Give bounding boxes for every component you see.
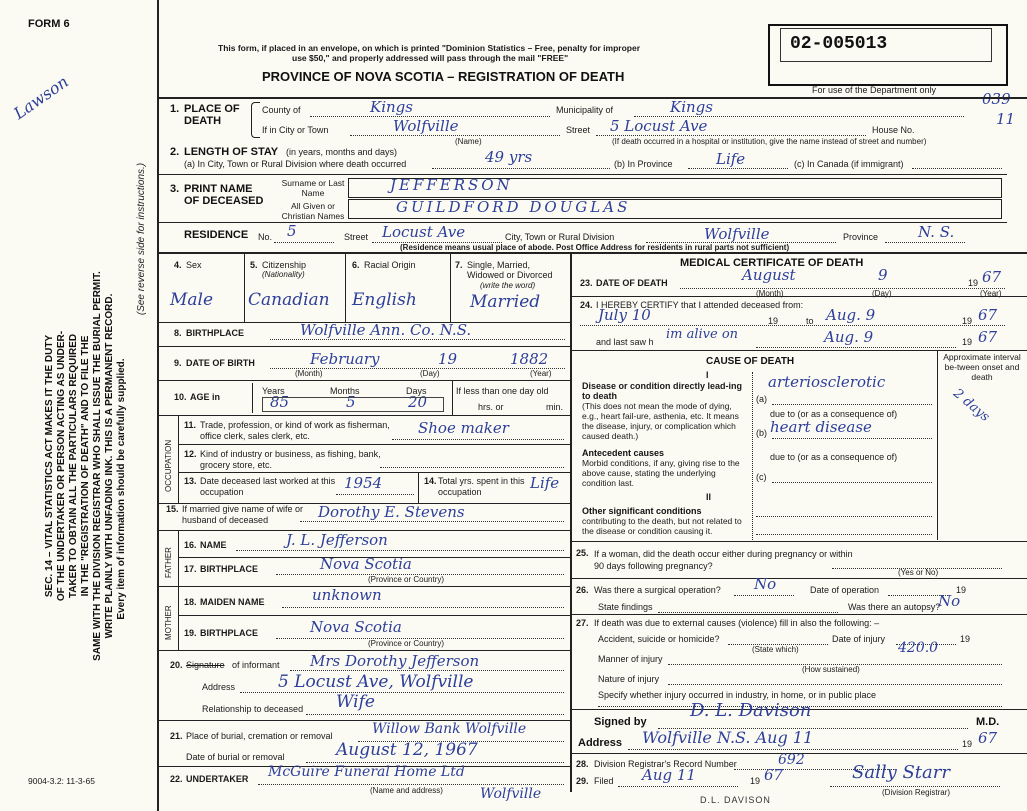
side-supply-note [111,189,129,789]
relationship-label: Relationship to deceased [202,704,304,714]
trade-value: Shoe maker [418,419,509,437]
burial-date-label: Date of burial or removal [186,752,285,762]
burial-place-value: Willow Bank Wolfville [372,721,527,737]
date-op-label: Date of operation [810,585,880,595]
autopsy-value: No [938,592,961,610]
side-line-2: OF THE UNDERTAKER OR PERSON ACTING AS UNDER- [56,330,67,602]
state-findings-label: State findings [598,602,653,612]
item-28-num: 28. [576,759,589,769]
manner-label: Manner of injury [598,654,663,664]
death-year-prefix: 19 [968,278,979,288]
months-label: Months [330,386,360,396]
section-i: I [706,370,709,380]
citizenship-value: Canadian [248,290,330,310]
form-code: 9004-3.2: 11-3-65 [28,776,95,786]
reg-no-value: 692 [778,752,805,768]
state-which-caption: (State which) [752,645,799,654]
father-name-label: NAME [200,540,227,550]
item-24-num: 24. [580,300,593,310]
occupation-side-label: OCCUPATION [164,439,173,492]
cause-c-label: (c) [756,472,767,482]
disease-label: Disease or condition directly lead-ing to death [582,381,743,401]
sex-label: Sex [186,260,202,270]
item-8-num: 8. [174,328,182,338]
origin-label: Racial Origin [364,260,416,270]
origin-value: English [352,290,417,310]
print-name-label: PRINT NAME OF DECEASED [184,183,264,207]
county-label: County of [262,105,301,115]
stay-city-label: (a) In City, Town or Rural Division where death occurred [184,159,407,169]
father-birthplace-value: Nova Scotia [320,555,412,573]
from-year-prefix: 19 [768,316,779,326]
due-to-label-2: due to (or as a consequence of) [770,452,898,462]
item-21-num: 21. [170,731,183,741]
years-label: Years [262,386,285,396]
certify-label: I HEREBY CERTIFY that I attended deceased from: [596,300,804,310]
death-year: 67 [982,268,1002,286]
side-reverse-note [131,79,149,399]
last-saw-label: and last saw h [596,337,654,347]
interval-label: Approximate interval be-tween onset and death [943,352,1021,382]
father-side-label: FATHER [164,547,173,578]
code-note: 420.0 [898,640,939,656]
marital-label: Single, Married, Widowed or Divorced [467,260,553,280]
death-month-caption: (Month) [756,289,784,298]
item-13-num: 13. [184,476,197,486]
physician-stamp: D.L. DAVISON [700,795,771,805]
last-worked-value: 1954 [344,474,383,492]
item-6-num: 6. [352,260,360,270]
specify-label: Specify whether injury occurred in industry, in home, or in public place [598,690,876,700]
item-17-num: 17. [184,564,197,574]
age-label: AGE in [190,392,221,402]
item-23-num: 23. [580,278,593,288]
cause-a-label: (a) [756,394,767,404]
date-injury-label: Date of injury [832,634,886,644]
signature-struck: Signature [186,660,225,670]
days-value: 20 [408,393,428,411]
last-worked-label: Date deceased last worked at this occupation [200,476,336,497]
item-15-num: 15. [166,504,179,514]
registrar-signature: Sally Starr [852,762,950,783]
dob-day-caption: (Day) [420,369,440,378]
surname-value: JEFFERSON [390,176,513,194]
mother-birthplace-value: Nova Scotia [310,618,402,636]
mail-notice-1: This form, if placed in an envelope, on which is printed "Dominion Statistics – Free, penalty for improper [218,43,641,53]
father-prov-caption: (Province or Country) [368,575,445,584]
cause-a-value: arteriosclerotic [768,373,886,391]
wife-value: Dorothy E. Stevens [318,503,465,521]
item-19-num: 19. [184,628,197,638]
registration-number: 02-005013 [790,34,888,54]
death-month: August [742,266,796,284]
mother-maiden-label: MAIDEN NAME [200,597,265,607]
item-5-num: 5. [250,260,258,270]
side-line-8: (See reverse side for instructions.) [136,162,147,316]
place-of-death-label: PLACE OF DEATH [184,103,240,127]
dept-code-1: 039 [982,90,1011,108]
burial-place-label: Place of burial, cremation or removal [186,731,333,741]
last-saw-year: 67 [978,328,998,346]
informant-label: of informant [232,660,280,670]
marital-sub: (write the word) [480,281,536,290]
stay-units: (in years, months and days) [286,147,398,157]
item-14-num: 14. [424,476,437,486]
res-no-value: 5 [287,222,297,240]
cause-title: CAUSE OF DEATH [706,356,795,367]
death-day: 9 [878,266,888,284]
res-no-label: No. [258,232,273,242]
side-line-7: Every item of information should be carefully supplied. [116,358,127,620]
form-number: FORM 6 [28,18,70,30]
attended-to-year: 67 [978,306,998,324]
attended-from: July 10 [598,306,651,324]
last-saw-date: Aug. 9 [824,328,874,346]
attended-to: Aug. 9 [826,306,876,324]
surgical-value: No [754,575,777,593]
father-name-value: J. L. Jefferson [286,531,388,549]
hospital-note: (If death occurred in a hospital or institution, give the name instead of street and number) [612,137,927,146]
mother-side-label: MOTHER [164,605,173,640]
informant-name: Mrs Dorothy Jefferson [310,652,480,670]
mother-birthplace-label: BIRTHPLACE [200,628,258,638]
item-1-num: 1. [170,103,180,115]
birthplace-label: BIRTHPLACE [186,328,244,338]
side-line-1: SEC. 14 – VITAL STATISTICS ACT MAKES IT THE DUTY [44,334,55,598]
citizenship-sub: (Nationality) [262,270,305,279]
citizenship-label: Citizenship [262,260,307,270]
md-label: M.D. [976,716,1000,728]
dob-day: 19 [438,350,458,368]
stay-city-value: 49 yrs [485,148,533,166]
disease-note: (This does not mean the mode of dying, e.g., heart fail-ure, asthenia, etc. It means the disease, injury, or complication which caused death.) [582,401,739,441]
other-conditions-label: Other significant conditions [582,506,702,516]
woman-label: If a woman, did the death occur either during pregnancy or within 90 days following pregnancy? [594,549,853,571]
dept-use-label: For use of the Department only [812,85,937,95]
informant-address-label: Address [202,682,236,692]
municipality-value: Kings [670,98,713,116]
dob-month: February [310,350,380,368]
side-line-4: IN THE "REGISTRATION OF DEATH" AND TO FILE THE [80,335,91,597]
interval-a-value: 2 days [950,386,993,425]
item-3-num: 3. [170,183,180,195]
death-day-caption: (Day) [872,289,892,298]
filed-year-prefix: 19 [750,776,761,786]
date-of-death-label: DATE OF DEATH [596,278,668,288]
days-label: Days [406,386,427,396]
undertaker-name: McGuire Funeral Home Ltd [268,764,465,780]
mother-maiden-value: unknown [312,586,382,604]
informant-address: 5 Locust Ave, Wolfville [278,672,474,692]
trade-label: Trade, profession, or kind of work as fisherman, office clerk, sales clerk, etc. [200,420,390,441]
how-sustained-caption: (How sustained) [802,665,860,674]
item-11-num: 11. [184,420,197,430]
burial-date-value: August 12, 1967 [336,740,478,760]
side-line-6: WRITE PLAINLY WITH UNFADING INK. THIS IS A PERMANENT RECORD. [104,293,115,639]
external-label: If death was due to external causes (violence) fill in also the following: – [594,618,880,628]
filed-year: 67 [764,766,784,784]
birthplace-value: Wolfville Ann. Co. N.S. [300,321,472,339]
signed-by-value: D. L. Davison [690,700,812,721]
antecedent-note: Morbid conditions, if any, giving rise to the above cause, stating the underlying condition last. [582,458,740,488]
signer-year-prefix: 19 [962,739,973,749]
residence-note: (Residence means usual place of abode. Post Office Address for residents in rural parts not sufficient) [400,243,790,252]
item-2-num: 2. [170,146,180,158]
street-value: 5 Locust Ave [610,117,708,135]
last-saw-year-prefix: 19 [962,337,973,347]
section-ii: II [706,492,712,502]
item-12-num: 12. [184,449,197,459]
item-27-num: 27. [576,618,589,628]
signer-year: 67 [978,729,998,747]
death-year-caption: (Year) [980,289,1002,298]
months-value: 5 [346,393,356,411]
years-value: 85 [270,393,290,411]
other-conditions-note: contributing to the death, but not related to the disease or condition causing it. [582,516,742,536]
autopsy-label: Was there an autopsy? [848,602,941,612]
surgical-label: Was there a surgical operation? [594,585,721,595]
given-value: GUILDFORD DOUGLAS [396,198,631,216]
item-25-num: 25. [576,548,589,558]
dob-year-caption: (Year) [530,369,552,378]
dept-code-2: 11 [996,110,1016,128]
item-4-num: 4. [174,260,182,270]
min-label: min. [546,402,564,412]
residence-label: RESIDENCE [184,229,249,241]
item-29-num: 29. [576,776,589,786]
nature-label: Nature of injury [598,674,660,684]
res-street-value: Locust Ave [382,223,466,241]
wife-label: If married give name of wife or husband of deceased [182,504,304,525]
dob-year: 1882 [510,350,549,368]
item-7-num: 7. [455,260,463,270]
city-value: Wolfville [393,117,459,135]
item-22-num: 22. [170,774,183,784]
mother-prov-caption: (Province or Country) [368,639,445,648]
undertaker-town: Wolfville [480,786,542,802]
industry-label: Kind of industry or business, as fishing, bank, grocery store, etc. [200,449,381,470]
item-20-num: 20. [170,660,183,670]
filed-label: Filed [594,776,614,786]
filed-value: Aug 11 [642,766,696,784]
side-instructions [44,186,116,746]
page-title: PROVINCE OF NOVA SCOTIA – REGISTRATION OF DEATH [262,69,625,84]
mail-notice-2: use $50," and properly addressed will pass through the mail "FREE" [292,53,569,63]
undertaker-label: UNDERTAKER [186,774,249,784]
name-caption: (Name) [455,137,482,146]
marital-value: Married [470,292,541,312]
last-saw-value: im alive on [666,327,739,342]
father-birthplace-label: BIRTHPLACE [200,564,258,574]
cause-b-label: (b) [756,428,767,438]
total-years-label: Total yrs. spent in this occupation [438,476,525,497]
less-day-label: If less than one day old [456,386,549,396]
margin-note: Lawson [10,71,72,124]
to-label: to [806,316,814,326]
antecedent-label: Antecedent causes [582,448,665,458]
item-10-num: 10. [174,392,187,402]
relationship-value: Wife [336,692,375,712]
street-label: Street [566,125,591,135]
total-years-value: Life [530,474,560,492]
sex-value: Male [170,290,214,310]
res-province-value: N. S. [918,223,955,241]
accident-label: Accident, suicide or homicide? [598,634,720,644]
stay-canada-label: (c) In Canada (if immigrant) [794,159,904,169]
cause-a2-value: heart disease [770,418,872,436]
signer-address-label: Address [578,737,623,749]
item-18-num: 18. [184,597,197,607]
hrs-label: hrs. or [478,402,504,412]
res-city-label: City, Town or Rural Division [505,232,615,242]
house-no-label: House No. [872,125,915,135]
res-street-label: Street [344,232,369,242]
signed-by-label: Signed by [594,716,647,728]
county-value: Kings [370,98,413,116]
medical-title: MEDICAL CERTIFICATE OF DEATH [680,257,864,269]
op-year-prefix: 19 [956,585,967,595]
surname-label: Surname or Last Name [281,178,345,198]
item-9-num: 9. [174,358,182,368]
dob-month-caption: (Month) [295,369,323,378]
stay-province-value: Life [716,150,746,168]
injury-year-prefix: 19 [960,634,971,644]
stay-province-label: (b) In Province [614,159,673,169]
side-line-5: SAME WITH THE DIVISION REGISTRAR WHO SHALL ISSUE THE BURIAL PERMIT. [92,271,103,661]
dob-label: DATE OF BIRTH [186,358,255,368]
reg-no-label: Division Registrar's Record Number [594,759,737,769]
to-year-prefix: 19 [962,316,973,326]
due-to-label-1: due to (or as a consequence of) [770,409,898,419]
registrar-caption: (Division Registrar) [882,788,951,797]
signer-address-value: Wolfville N.S. Aug 11 [642,728,814,747]
side-line-3: TAKER TO OBTAIN ALL THE PARTICULARS REQUIRED [68,333,79,599]
city-label: If in City or Town [262,125,329,135]
length-of-stay-label: LENGTH OF STAY [184,146,279,158]
item-26-num: 26. [576,585,589,595]
given-label: All Given or Christian Names [281,201,345,221]
item-16-num: 16. [184,540,197,550]
municipality-label: Municipality of [556,105,614,115]
undertaker-caption: (Name and address) [370,786,443,795]
res-city-value: Wolfville [704,225,770,243]
res-province-label: Province [843,232,879,242]
yes-no-caption: (Yes or No) [898,568,939,577]
